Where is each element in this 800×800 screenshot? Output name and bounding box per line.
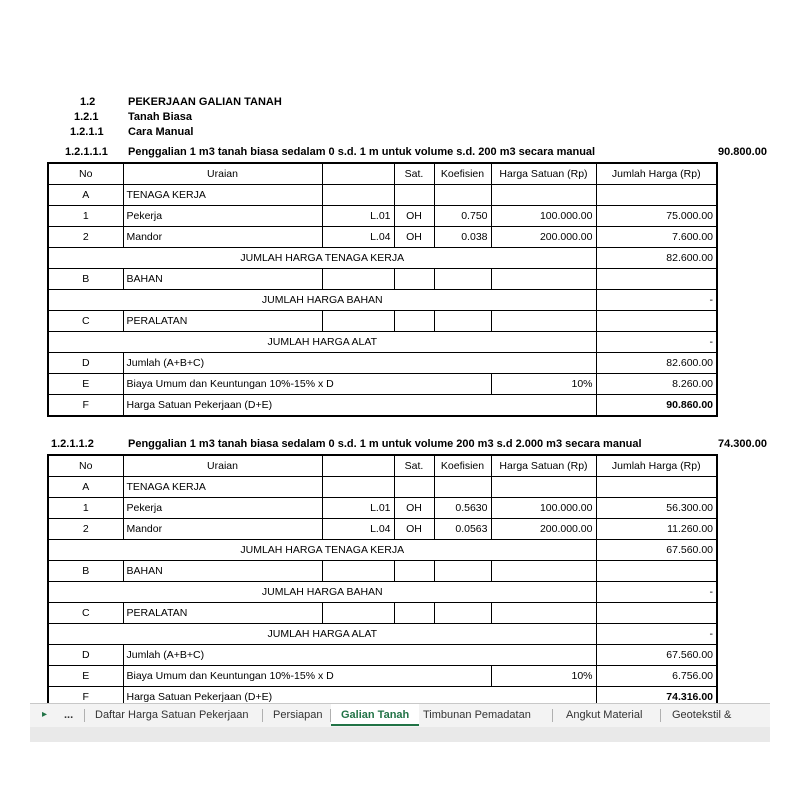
table-row: [48, 248, 717, 269]
tab-daftar-harga-satuan-pekerjaan[interactable]: Daftar Harga Satuan Pekerjaan: [95, 709, 249, 721]
row-label[interactable]: E: [48, 374, 123, 395]
table-row: [48, 603, 717, 624]
subtotal-label[interactable]: JUMLAH HARGA BAHAN: [48, 582, 596, 603]
cell-koefisien[interactable]: 0.750: [434, 206, 491, 227]
col-no-header[interactable]: No: [48, 455, 123, 477]
section-1-code: 1.2.1.1.1: [65, 146, 108, 158]
row-label[interactable]: D: [48, 353, 123, 374]
cell-jumlah-harga[interactable]: 75.000.00: [596, 206, 717, 227]
cell-kode[interactable]: L.04: [322, 519, 394, 540]
row-text[interactable]: Jumlah (A+B+C): [123, 353, 596, 374]
col-koefisien-header[interactable]: Koefisien: [434, 163, 491, 185]
heading-1-2-1-title: Tanah Biasa: [128, 111, 192, 123]
row-label[interactable]: C: [48, 311, 123, 332]
table-header-row: [48, 455, 717, 477]
row-text[interactable]: TENAGA KERJA: [123, 477, 322, 498]
table-row: [48, 332, 717, 353]
tab-persiapan[interactable]: Persiapan: [273, 709, 323, 721]
analysis-table-2: [47, 454, 718, 709]
table-row: [48, 185, 717, 206]
cell-kode[interactable]: L.01: [322, 498, 394, 519]
row-label[interactable]: B: [48, 269, 123, 290]
col-kode-header[interactable]: [322, 163, 394, 185]
table-row: [48, 374, 717, 395]
cell-no[interactable]: 2: [48, 519, 123, 540]
heading-1-2-1-1-number: 1.2.1.1: [70, 126, 104, 138]
row-text[interactable]: Jumlah (A+B+C): [123, 645, 596, 666]
table-row: [48, 624, 717, 645]
col-no-header[interactable]: No: [48, 163, 123, 185]
subtotal-value[interactable]: -: [596, 332, 717, 353]
row-label[interactable]: E: [48, 666, 123, 687]
row-label[interactable]: F: [48, 395, 123, 417]
subtotal-value[interactable]: -: [596, 624, 717, 645]
col-uraian-header[interactable]: Uraian: [123, 163, 322, 185]
cell-sat[interactable]: OH: [394, 498, 434, 519]
cell-no[interactable]: 1: [48, 206, 123, 227]
cell-sat[interactable]: OH: [394, 227, 434, 248]
row-text[interactable]: BAHAN: [123, 269, 322, 290]
tab-timbunan-pemadatan[interactable]: Timbunan Pemadatan: [423, 709, 531, 721]
row-label[interactable]: A: [48, 185, 123, 206]
subtotal-value[interactable]: 82.600.00: [596, 248, 717, 269]
row-label[interactable]: D: [48, 645, 123, 666]
table-row: [48, 498, 717, 519]
col-sat-header[interactable]: Sat.: [394, 455, 434, 477]
row-text[interactable]: BAHAN: [123, 561, 322, 582]
subtotal-label[interactable]: JUMLAH HARGA TENAGA KERJA: [48, 248, 596, 269]
col-harga-satuan-header[interactable]: Harga Satuan (Rp): [491, 455, 596, 477]
tab-more-button[interactable]: ...: [64, 709, 74, 721]
section-2-rounded-price: 74.300.00: [718, 438, 767, 450]
col-jumlah-harga-header[interactable]: Jumlah Harga (Rp): [596, 455, 717, 477]
row-value[interactable]: 74.316.00: [596, 687, 717, 709]
cell-jumlah-harga[interactable]: 56.300.00: [596, 498, 717, 519]
cell-jumlah-harga[interactable]: 7.600.00: [596, 227, 717, 248]
table-row: [48, 290, 717, 311]
section-2-code: 1.2.1.1.2: [51, 438, 94, 450]
row-text[interactable]: Biaya Umum dan Keuntungan 10%-15% x D: [123, 374, 491, 395]
section-1-rounded-price: 90.800.00: [718, 146, 767, 158]
cell-harga-satuan[interactable]: 100.000.00: [491, 498, 596, 519]
cell-jumlah-harga[interactable]: 11.260.00: [596, 519, 717, 540]
table-row: [48, 666, 717, 687]
row-text[interactable]: Harga Satuan Pekerjaan (D+E): [123, 687, 596, 709]
row-label[interactable]: B: [48, 561, 123, 582]
row-label[interactable]: A: [48, 477, 123, 498]
table-row: [48, 519, 717, 540]
row-text[interactable]: PERALATAN: [123, 311, 322, 332]
row-label[interactable]: F: [48, 687, 123, 709]
row-text[interactable]: TENAGA KERJA: [123, 185, 322, 206]
row-value[interactable]: 67.560.00: [596, 645, 717, 666]
table-row: [48, 582, 717, 603]
cell-no[interactable]: 2: [48, 227, 123, 248]
subtotal-value[interactable]: -: [596, 582, 717, 603]
cell-koefisien[interactable]: 0.0563: [434, 519, 491, 540]
table-row: [48, 645, 717, 666]
cell-koefisien[interactable]: 0.5630: [434, 498, 491, 519]
col-uraian-header[interactable]: Uraian: [123, 455, 322, 477]
cell-sat[interactable]: OH: [394, 206, 434, 227]
col-sat-header[interactable]: Sat.: [394, 163, 434, 185]
heading-1-2-1-number: 1.2.1: [74, 111, 99, 123]
section-1-title: Penggalian 1 m3 tanah biasa sedalam 0 s.d. 1 m untuk volume s.d. 200 m3 secara manual: [128, 146, 596, 158]
row-value[interactable]: 6.756.00: [596, 666, 717, 687]
cell-harga-satuan[interactable]: 200.000.00: [491, 519, 596, 540]
cell-uraian[interactable]: Pekerja: [123, 206, 322, 227]
table-row: [48, 227, 717, 248]
row-value[interactable]: 82.600.00: [596, 353, 717, 374]
cell-koefisien[interactable]: 0.038: [434, 227, 491, 248]
row-value[interactable]: 90.860.00: [596, 395, 717, 417]
row-percentage[interactable]: 10%: [491, 666, 596, 687]
row-percentage[interactable]: 10%: [491, 374, 596, 395]
table-row: [48, 395, 717, 417]
tab-separator: [660, 709, 661, 722]
tab-geotekstil-geomem[interactable]: Geotekstil &: [672, 709, 732, 721]
table-row: [48, 206, 717, 227]
cell-sat[interactable]: OH: [394, 519, 434, 540]
cell-no[interactable]: 1: [48, 498, 123, 519]
subtotal-label[interactable]: JUMLAH HARGA ALAT: [48, 624, 596, 645]
subtotal-value[interactable]: 67.560.00: [596, 540, 717, 561]
cell-harga-satuan[interactable]: 100.000.00: [491, 206, 596, 227]
heading-1-2-1-1-title: Cara Manual: [128, 126, 194, 138]
heading-1-2-title: PEKERJAAN GALIAN TANAH: [128, 96, 282, 108]
cell-uraian[interactable]: Mandor: [123, 227, 322, 248]
table-row: [48, 311, 717, 332]
cell-kode[interactable]: L.04: [322, 227, 394, 248]
table-row: [48, 353, 717, 374]
col-koefisien-header[interactable]: Koefisien: [434, 455, 491, 477]
col-jumlah-harga-header[interactable]: Jumlah Harga (Rp): [596, 163, 717, 185]
row-value[interactable]: 8.260.00: [596, 374, 717, 395]
table-row: [48, 561, 717, 582]
analysis-table-1: [47, 162, 718, 417]
cell-kode[interactable]: L.01: [322, 206, 394, 227]
subtotal-value[interactable]: -: [596, 290, 717, 311]
cell-harga-satuan[interactable]: 200.000.00: [491, 227, 596, 248]
row-label[interactable]: C: [48, 603, 123, 624]
subtotal-label[interactable]: JUMLAH HARGA TENAGA KERJA: [48, 540, 596, 561]
row-text[interactable]: Biaya Umum dan Keuntungan 10%-15% x D: [123, 666, 491, 687]
col-kode-header[interactable]: [322, 455, 394, 477]
cell-uraian[interactable]: Mandor: [123, 519, 322, 540]
tab-separator: [552, 709, 553, 722]
subtotal-label[interactable]: JUMLAH HARGA ALAT: [48, 332, 596, 353]
cell-uraian[interactable]: Pekerja: [123, 498, 322, 519]
row-text[interactable]: Harga Satuan Pekerjaan (D+E): [123, 395, 596, 417]
section-2-title: Penggalian 1 m3 tanah biasa sedalam 0 s.d. 1 m untuk volume 200 m3 s.d 2.000 m3 secara manual: [128, 438, 642, 450]
tab-angkut-material[interactable]: Angkut Material: [566, 709, 643, 721]
table-header-row: [48, 163, 717, 185]
row-text[interactable]: PERALATAN: [123, 603, 322, 624]
sheet-tab-bar: [30, 703, 770, 727]
table-row: [48, 477, 717, 498]
tab-galian-tanah[interactable]: Galian Tanah: [331, 704, 419, 726]
table-row: [48, 540, 717, 561]
subtotal-label[interactable]: JUMLAH HARGA BAHAN: [48, 290, 596, 311]
heading-1-2-number: 1.2: [80, 96, 96, 108]
table-row: [48, 269, 717, 290]
tab-scroll-right-icon[interactable]: ▸: [42, 709, 48, 720]
status-strip: [30, 727, 770, 742]
col-harga-satuan-header[interactable]: Harga Satuan (Rp): [491, 163, 596, 185]
